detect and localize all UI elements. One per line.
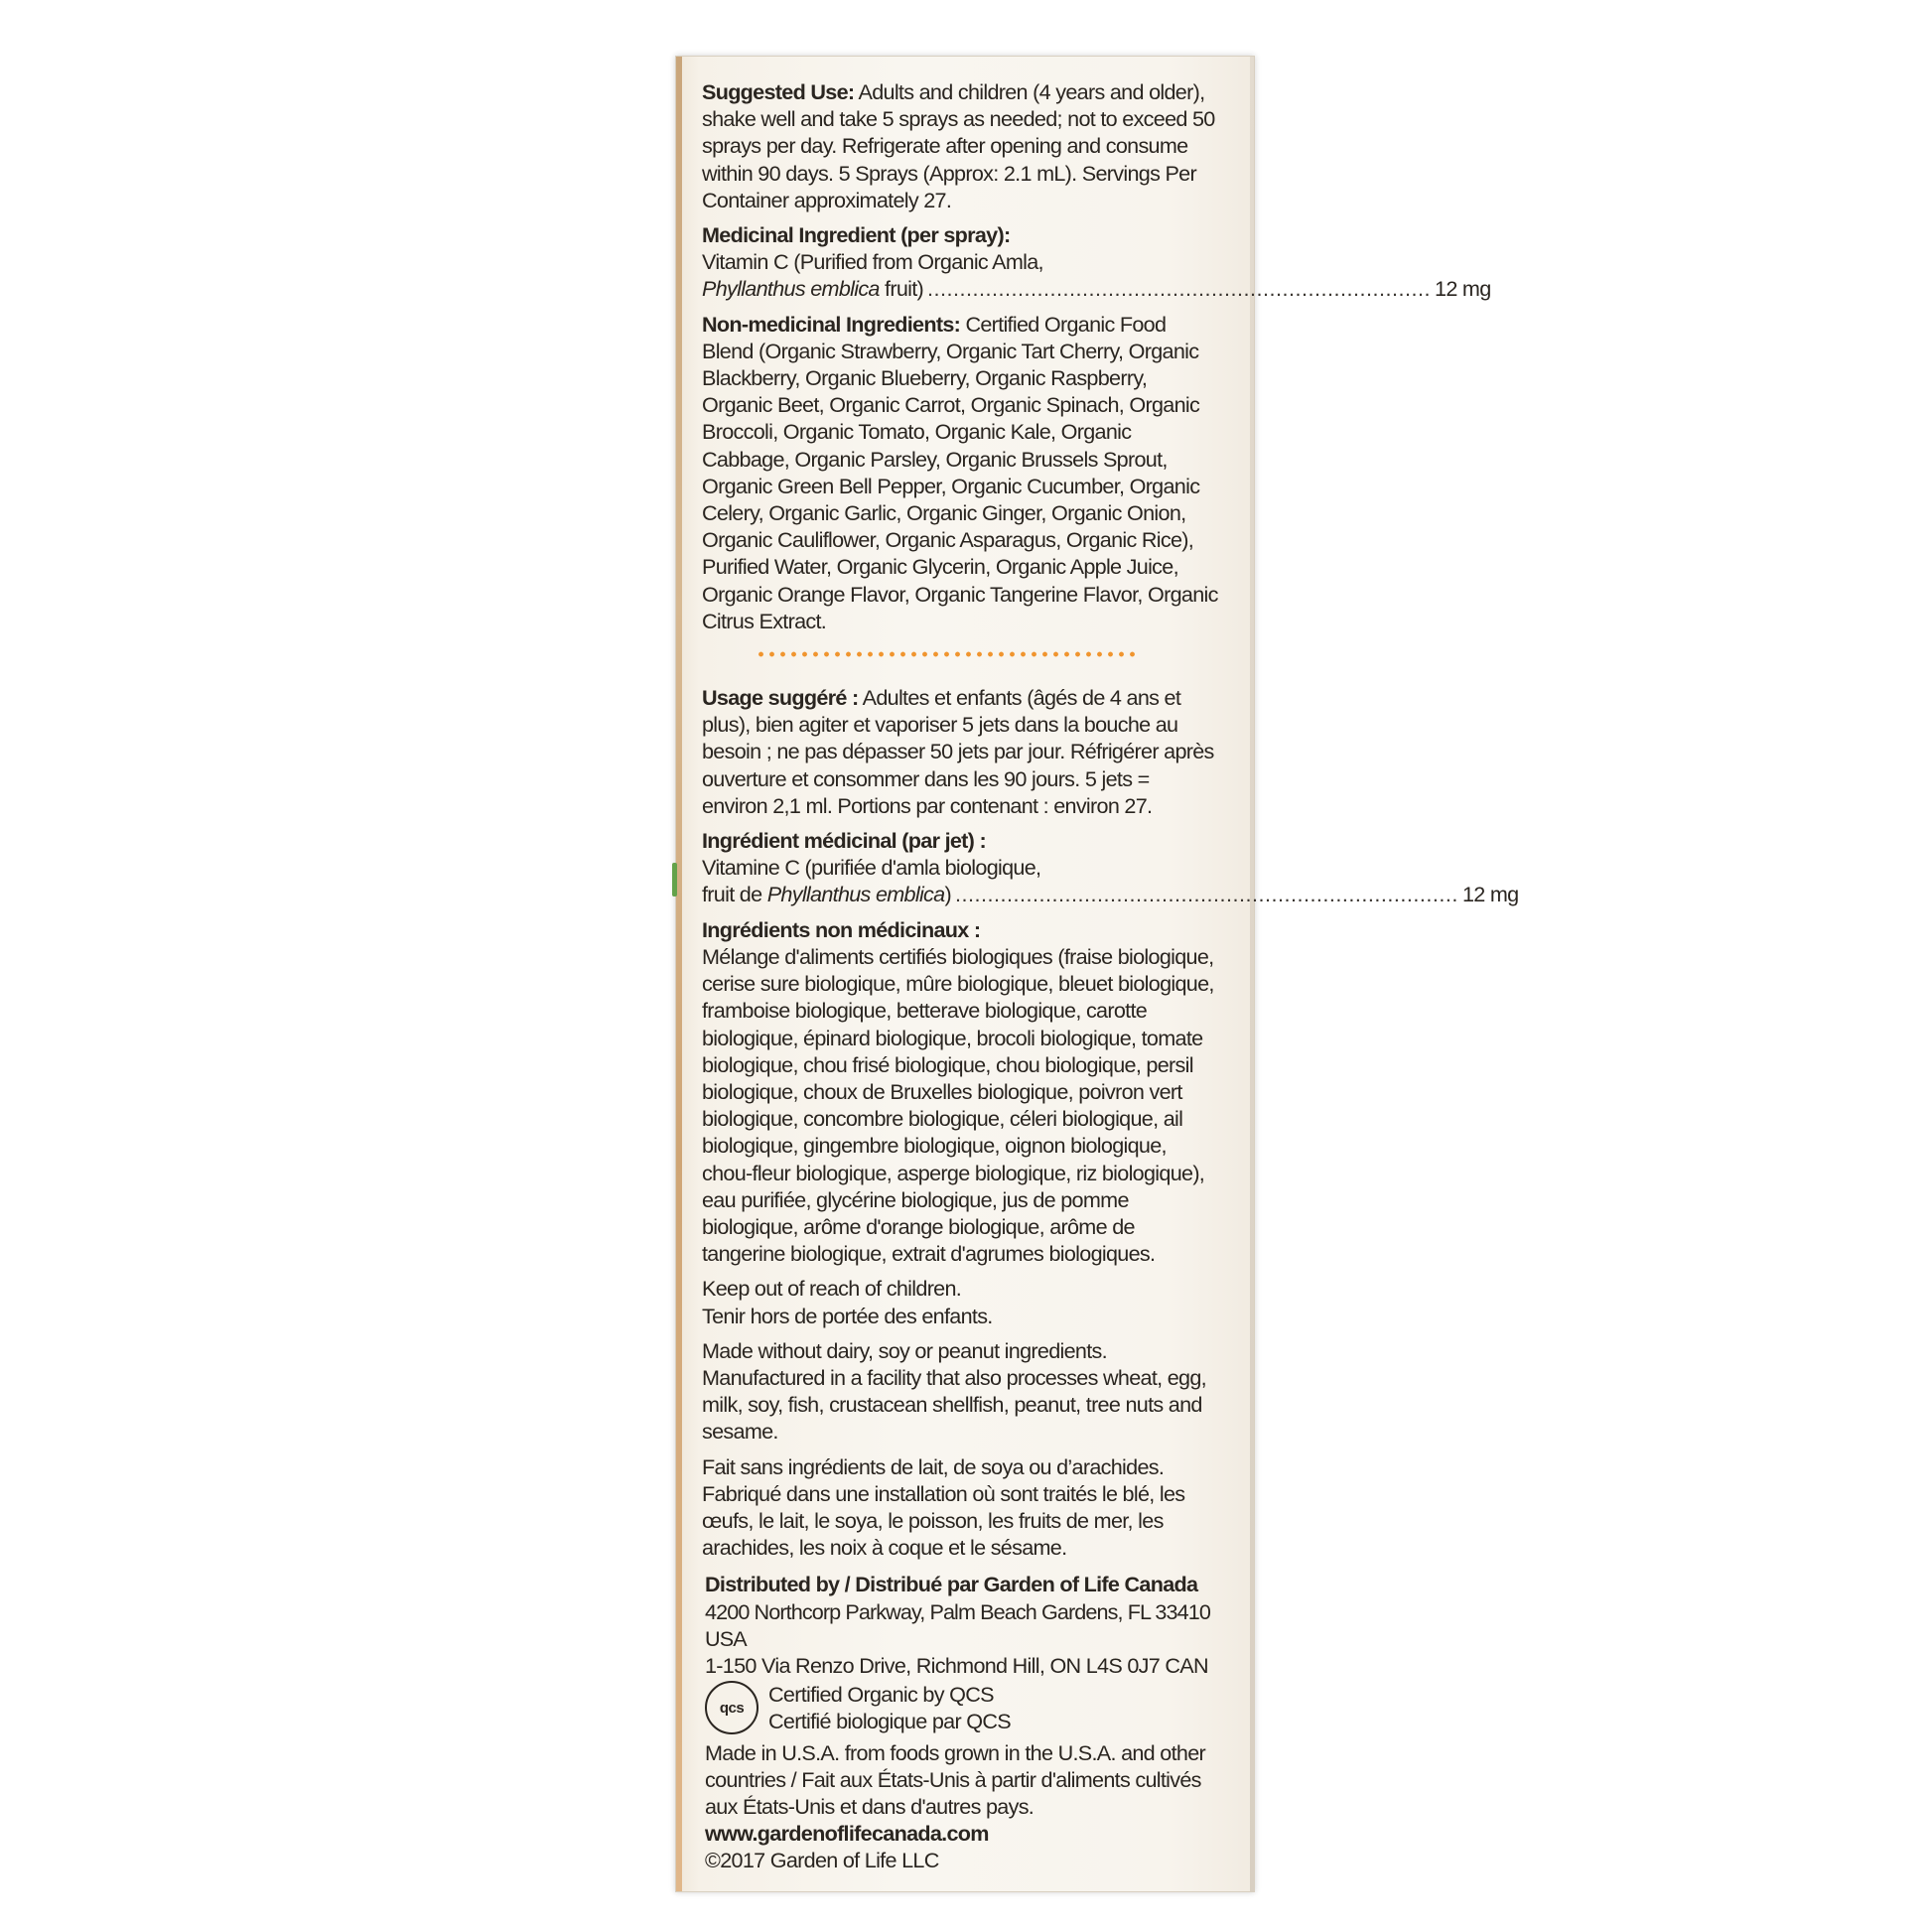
box-edge-right <box>1250 57 1254 1891</box>
medicinal-line2-post-fr: ) <box>944 882 951 907</box>
address-us: 4200 Northcorp Parkway, Palm Beach Gardens, FL 33410 USA <box>705 1598 1210 1651</box>
keep-out-en: Keep out of reach of children. <box>702 1276 962 1302</box>
allergen-statement-fr: Fait sans ingrédients de lait, de soya ou d’arachides. Fabriqué dans une installation où sont traités le blé, les œufs, le lait, le soya, le poisson, les fruits de mer, les arachides, les noix à coque et le sésame. <box>702 1453 1185 1561</box>
website-link[interactable]: www.gardenoflifecanada.com <box>705 1821 989 1847</box>
medicinal-amount-row <box>702 275 1491 302</box>
made-in-origin: Made in U.S.A. from foods grown in the U.S.A. and other countries / Fait aux États-Unis à partir d'aliments cultivés aux États-Unis et dans d'autres pays. <box>705 1739 1206 1819</box>
medicinal-amount: 12 mg <box>1435 276 1491 302</box>
medicinal-ingredient-label: Medicinal Ingredient (per spray): <box>702 222 1011 248</box>
distribution-block <box>705 1571 1218 1873</box>
keep-out-warning <box>702 1275 1218 1328</box>
non-medicinal-label-fr: Ingrédients non médicinaux : <box>702 916 981 942</box>
product-label-panel <box>675 56 1519 1892</box>
qcs-logo-icon: qcs <box>705 1681 759 1734</box>
distributed-by: Distributed by / Distribué par Garden of Life Canada <box>705 1572 1198 1597</box>
medicinal-amount-row-fr <box>702 881 1519 907</box>
non-medicinal-ingredients-en <box>702 311 1218 634</box>
medicinal-line1: Vitamin C (Purified from Organic Amla, <box>702 249 1043 275</box>
leader-dots-fr: .............................................................................. <box>954 882 1458 907</box>
medicinal-line2-pre-fr: fruit de <box>702 882 767 907</box>
medicinal-line2-rest: fruit) <box>879 276 924 302</box>
suggested-use-en <box>702 78 1218 213</box>
certified-organic-en: Certified Organic by QCS <box>768 1682 994 1708</box>
green-edge-mark <box>672 863 677 897</box>
non-medicinal-label: Non-medicinal Ingredients: <box>702 311 961 337</box>
medicinal-ingredient-fr <box>702 827 1519 908</box>
leader-dots: .............................................................................. <box>927 276 1432 302</box>
non-medicinal-text-fr: Mélange d'aliments certifiés biologiques (fraise biologique, cerise sure biologique, mûre biologique, bleuet biologique, framboise biologique, betterave biologique, carotte biologique, épinard biologique, brocoli biologique, tomate biologique, chou frisé biologique, chou biologique, persil biologique, choux de Bruxelles biologique, poivron vert biologique, concombre biologique, céleri biologique, ail biologique, gingembre biologique, oignon biologique, chou-fleur biologique, asperge biologique, riz biologique), eau purifiée, glycérine biologique, jus de pomme biologique, arôme d'orange biologique, arôme de tangerine biologique, extrait d'agrumes biologiques. <box>702 943 1214 1267</box>
medicinal-amount-fr: 12 mg <box>1461 882 1519 907</box>
non-medicinal-ingredients-fr <box>702 916 1218 1268</box>
non-medicinal-text: Certified Organic Food Blend (Organic Strawberry, Organic Tart Cherry, Organic Blackberry, Organic Blueberry, Organic Raspberry, Organic Beet, Organic Carrot, Organic Spinach, Organic Broccoli, Organic Tomato, Organic Kale, Organic Cabbage, Organic Parsley, Organic Brussels Sprout, Organic Green Bell Pepper, Organic Cucumber, Organic Celery, Organic Garlic, Organic Ginger, Organic Onion, Organic Cauliflower, Organic Asparagus, Organic Rice), Purified Water, Organic Glycerin, Organic Apple Juice, Organic Orange Flavor, Organic Tangerine Flavor, Organic Citrus Extract. <box>702 311 1218 633</box>
keep-out-fr: Tenir hors de portée des enfants. <box>702 1303 993 1328</box>
usage-label-fr: Usage suggéré : <box>702 685 859 711</box>
allergen-statement-en: Made without dairy, soy or peanut ingredients. Manufactured in a facility that also processes wheat, egg, milk, soy, fish, crustacean shellfish, peanut, tree nuts and sesame. <box>702 1337 1206 1445</box>
suggested-use-label: Suggested Use: <box>702 79 855 104</box>
species-name-fr: Phyllanthus emblica <box>766 882 945 907</box>
species-name: Phyllanthus emblica <box>702 276 880 302</box>
orange-dotted-divider <box>756 650 1137 658</box>
copyright: ©2017 Garden of Life LLC <box>705 1848 939 1873</box>
certified-organic-fr: Certifié biologique par QCS <box>768 1709 1011 1734</box>
medicinal-label-fr: Ingrédient médicinal (par jet) : <box>702 828 986 854</box>
usage-text-fr: Adultes et enfants (âgés de 4 ans et plus), bien agiter et vaporiser 5 jets dans la bouche au besoin ; ne pas dépasser 50 jets par jour. Réfrigérer après ouverture et consommer dans les 90 jours. 5 jets = environ 2,1 ml. Portions par contenant : environ 27. <box>702 685 1214 818</box>
certification-row <box>705 1681 1218 1734</box>
box-edge-left <box>676 57 682 1891</box>
medicinal-ingredient-en <box>702 221 1491 303</box>
address-ca: 1-150 Via Renzo Drive, Richmond Hill, ON L4S 0J7 CAN <box>705 1652 1208 1678</box>
label-text-content <box>702 78 1519 1874</box>
medicinal-line1-fr: Vitamine C (purifiée d'amla biologique, <box>702 855 1041 881</box>
suggested-use-text: Adults and children (4 years and older), shake well and take 5 sprays as needed; not to exceed 50 sprays per day. Refrigerate after opening and consume within 90 days. 5 Sprays (Approx: 2.1 mL). Servings Per Container approximately 27. <box>702 79 1215 212</box>
suggested-use-fr <box>702 684 1218 819</box>
